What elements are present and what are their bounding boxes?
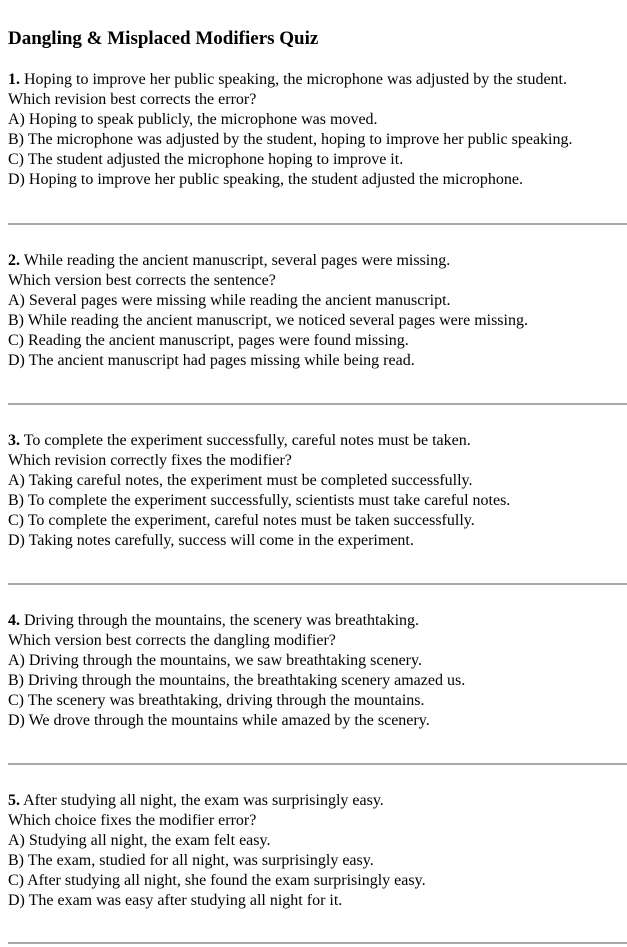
question-prompt: Which choice fixes the modifier error? <box>8 812 257 829</box>
option-c: C) The scenery was breathtaking, driving through the mountains. <box>8 692 425 709</box>
question-text <box>8 791 623 811</box>
question-number: 2. <box>8 252 20 269</box>
divider <box>8 583 627 585</box>
option-b: B) The exam, studied for all night, was surprisingly easy. <box>8 852 374 869</box>
option-b: B) To complete the experiment successfully, scientists must take careful notes. <box>8 492 511 509</box>
question-prompt: Which revision best corrects the error? <box>8 91 257 108</box>
question-text <box>8 70 623 90</box>
question-number: 4. <box>8 612 20 629</box>
option-d: D) We drove through the mountains while amazed by the scenery. <box>8 712 430 729</box>
question-text <box>8 611 623 631</box>
divider <box>8 942 627 944</box>
option-c: C) After studying all night, she found the exam surprisingly easy. <box>8 872 426 889</box>
question-number: 1. <box>8 71 20 88</box>
question-prompt: Which revision correctly fixes the modifier? <box>8 452 292 469</box>
option-c: C) Reading the ancient manuscript, pages were found missing. <box>8 332 409 349</box>
option-a: A) Several pages were missing while reading the ancient manuscript. <box>8 292 451 309</box>
question-prompt: Which version best corrects the dangling modifier? <box>8 632 336 649</box>
divider <box>8 763 627 765</box>
question-sentence: Hoping to improve her public speaking, the microphone was adjusted by the student. <box>24 71 567 88</box>
divider <box>8 223 627 225</box>
option-b: B) The microphone was adjusted by the student, hoping to improve her public speaking. <box>8 131 573 148</box>
option-d: D) Hoping to improve her public speaking, the student adjusted the microphone. <box>8 171 523 188</box>
question-text <box>8 431 623 451</box>
option-c: C) To complete the experiment, careful notes must be taken successfully. <box>8 512 475 529</box>
option-d: D) The exam was easy after studying all night for it. <box>8 892 343 909</box>
question-text <box>8 251 623 271</box>
option-d: D) The ancient manuscript had pages missing while being read. <box>8 352 415 369</box>
option-a: A) Studying all night, the exam felt easy. <box>8 832 271 849</box>
question-4 <box>8 611 623 731</box>
option-d: D) Taking notes carefully, success will come in the experiment. <box>8 532 414 549</box>
option-b: B) While reading the ancient manuscript, we noticed several pages were missing. <box>8 312 528 329</box>
option-a: A) Taking careful notes, the experiment must be completed successfully. <box>8 472 473 489</box>
option-a: A) Hoping to speak publicly, the microphone was moved. <box>8 111 378 128</box>
divider <box>8 403 627 405</box>
question-sentence: Driving through the mountains, the scenery was breathtaking. <box>24 612 420 629</box>
option-c: C) The student adjusted the microphone hoping to improve it. <box>8 151 404 168</box>
question-number: 5. <box>8 792 20 809</box>
option-b: B) Driving through the mountains, the breathtaking scenery amazed us. <box>8 672 466 689</box>
question-prompt: Which version best corrects the sentence? <box>8 272 276 289</box>
option-a: A) Driving through the mountains, we saw breathtaking scenery. <box>8 652 422 669</box>
question-2 <box>8 251 623 371</box>
question-sentence: To complete the experiment successfully, careful notes must be taken. <box>23 432 471 449</box>
question-sentence: After studying all night, the exam was surprisingly easy. <box>23 792 384 809</box>
question-1 <box>8 70 623 190</box>
question-3 <box>8 431 623 551</box>
question-number: 3. <box>8 432 20 449</box>
question-sentence: While reading the ancient manuscript, several pages were missing. <box>23 252 451 269</box>
page-title: Dangling & Misplaced Modifiers Quiz <box>8 28 319 49</box>
question-5 <box>8 791 623 911</box>
